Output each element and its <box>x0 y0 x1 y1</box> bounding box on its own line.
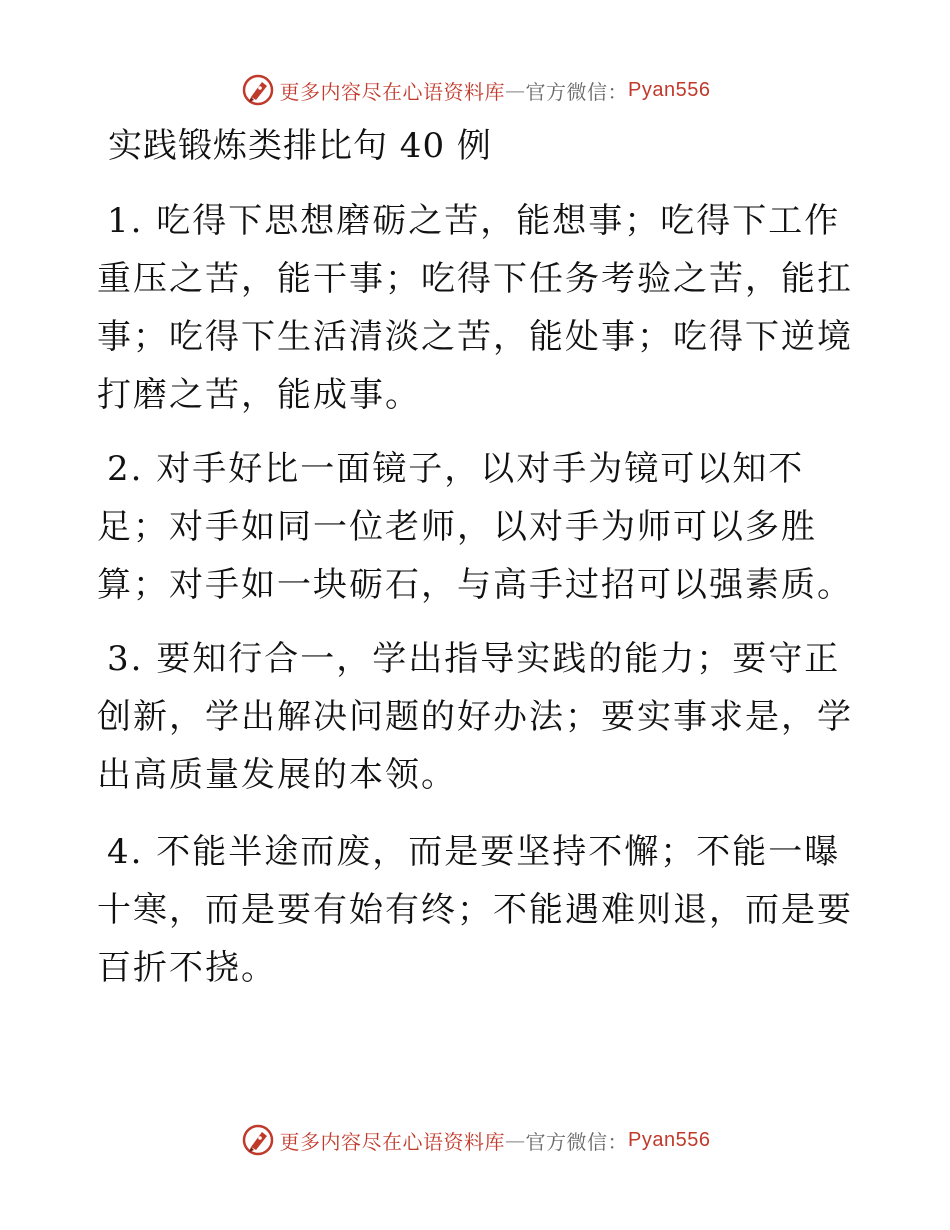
list-item-1: 1. 吃得下思想磨砺之苦，能想事；吃得下工作重压之苦，能干事；吃得下任务考验之苦，能扛事；吃得下生活清淡之苦，能处事；吃得下逆境打磨之苦，能成事。 <box>97 201 853 415</box>
footer-watermark-banner <box>0 1120 950 1160</box>
list-item-3: 3. 要知行合一，学出指导实践的能力；要守正创新，学出解决问题的好办法；要实事求是，学出高质量发展的本领。 <box>97 639 853 795</box>
watermark-text: 更多内容尽在心语资料库 <box>279 1129 506 1154</box>
list-item-4: 4. 不能半途而废，而是要坚持不懈；不能一曝十寒，而是要有始有终；不能遇难则退，而是要百折不挠。 <box>97 832 853 988</box>
watermark-wechat-label: 官方微信： <box>525 1129 629 1154</box>
watermark-text: 更多内容尽在心语资料库 <box>279 79 506 104</box>
list-item-2: 2. 对手好比一面镜子，以对手为镜可以知不足；对手如同一位老师，以对手为师可以多胜算；对手如一块砺石，与高手过招可以强素质。 <box>97 449 853 605</box>
watermark-dash: — <box>505 78 526 102</box>
fountain-pen-logo-icon <box>240 72 276 108</box>
header-watermark-banner <box>0 70 950 110</box>
fountain-pen-logo-icon <box>240 1122 276 1158</box>
watermark-wechat-id: Pyan556 <box>628 1128 711 1151</box>
document-title: 实践锻炼类排比句 40 例 <box>108 126 492 166</box>
watermark-wechat-id: Pyan556 <box>628 78 711 101</box>
watermark-dash: — <box>505 1128 526 1152</box>
watermark-wechat-label: 官方微信： <box>525 79 629 104</box>
